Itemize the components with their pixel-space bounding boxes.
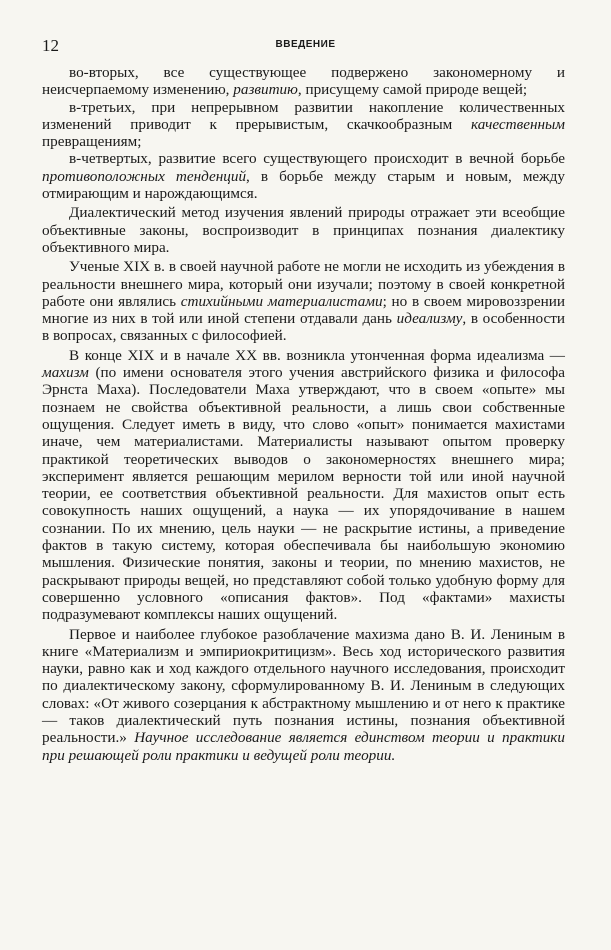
text-segment: , в борьбе между старым и новым, между отмирающим и нарождающимся. [42,167,565,203]
text-segment: Диалектический метод изучения явлений природы отражает эти всеобщие объективные законы, воспроизводит в принципах познания диалектику объективного мира. [42,204,565,256]
paragraph [42,258,565,344]
paragraph [42,204,565,256]
italic-text: развитию [233,81,298,99]
text-segment: в-четвертых, развитие всего существующего происходит в вечной борьбе [69,150,565,168]
text-segment: Ученые XIX в. в своей научной работе не могли не исходить из убеждения в реальности внешнего мира, который они изучали; поэтому в своей конкретной работе они являлись [42,258,565,310]
paragraph [42,150,565,202]
italic-text: махизм [42,364,89,382]
paragraph [42,626,565,764]
text-segment: Первое и наиболее глубокое разоблачение махизма дано В. И. Лениным в книге «Материализм и эмпириокритицизм». Весь ход исторического развития науки, равно как и ход каждого отдельного научного исследования, происходит по диалектическому закону, сформулированному В. И. Лениным в следующих словах: «От живого созерцания к абстрактному мышлению и от него к практике — таков диалектический путь познания истины, познания объективной реальности.» [42,625,565,747]
paragraph [42,347,565,624]
italic-text: идеализму [396,310,463,328]
text-segment: (по имени основателя этого учения австрийского физика и философа Эрнста Маха). Последователи Маха утверждают, что в своем «опыте» мы познаем не свойства объективной реальности, а лишь свои собственные ощущения. Следует иметь в виду, что слово «опыт» понимается махистами иначе, чем материалистами. Материалисты называют опытом проверку практикой теоретических выводов о закономерностях внешнего мира; эксперимент является решающим мерилом верности той или иной научной теории, ее соответствия объективной реальности. Для махистов опыт есть совокупность наших ощущений, а наука — их упорядочивание в нашем сознании. По их мнению, цель науки — не раскрытие истины, а приведение фактов в такую систему, которая обеспечивала бы наибольшую экономию мышления. Физические понятия, законы и теории, по мнению махистов, не раскрывают природы вещей, но представляют собой только удобную форму для совершенно условного «описания фактов». Под «фактами» махисты подразумевают комплексы наших ощущений. [42,364,565,624]
text-segment: превращениям; [42,133,142,151]
page-header [42,36,569,58]
body-text [42,64,565,764]
text-segment: , в особенности в вопросах, связанных с философией. [42,310,565,345]
text-segment: в-третьих, при непрерывном развитии накопление количественных изменений приводит к прерывистым, скачкообразным [42,98,565,133]
text-segment: во-вторых, все существующее подвержено закономерному и неисчерпаемому изменению, [42,64,565,99]
italic-text: качественным [471,115,565,133]
text-segment: ; но в своем мировоззрении многие из них в той или иной степени отдавали дань [42,292,566,328]
text-segment: В конце XIX и в начале XX вв. возникла утонченная форма идеализма — [69,346,565,364]
running-title: ВВЕДЕНИЕ [275,39,336,50]
paragraph [42,99,565,151]
paragraph [42,64,565,99]
italic-text: Научное исследование является единством теории и практики при решающей роли практики и ведущей роли теории. [42,729,565,764]
text-segment: , присущему самой природе вещей; [297,81,528,99]
italic-text: противоположных тенденций [42,167,247,185]
page-number: 12 [42,36,59,55]
italic-text: стихийными материалистами [180,292,383,310]
